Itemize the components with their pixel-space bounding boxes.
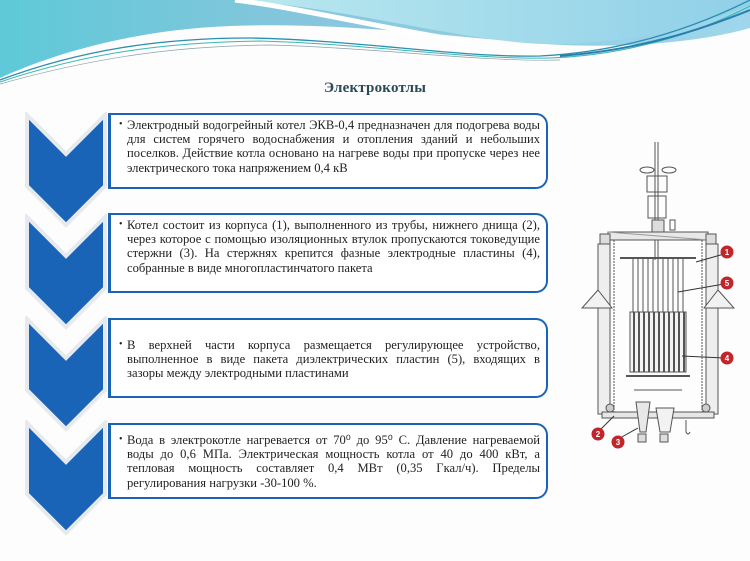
step-text: В верхней части корпуса размещается регулирующее устройство, выполненное в виде пакета диэлектрических пластин (5), входящих в зазоры между электродными пластинами [127, 338, 540, 381]
callout-marker-4 [721, 352, 734, 365]
bullet: • [119, 219, 123, 230]
svg-text:2: 2 [595, 430, 601, 439]
svg-text:4: 4 [724, 354, 730, 363]
svg-text:3: 3 [615, 438, 621, 447]
step-box-1 [108, 113, 548, 189]
bullet: • [119, 119, 123, 130]
svg-text:1: 1 [724, 248, 730, 257]
callout-marker-2 [592, 428, 605, 441]
step-text: Вода в электрокотле нагревается от 70⁰ до 95⁰ С. Давление нагреваемой воды до 0,6 МПа. Электрическая мощность котла от 40 до 400 кВт, а тепловая мощность составляет 0,4 МВт (0,35 Гкал/ч). Пределы регулирования нагрузки -30-100 %. [127, 433, 540, 490]
chevron-down-icon [24, 420, 108, 536]
chevron-down-icon [24, 316, 108, 432]
slide-title: Электрокотлы [323, 80, 427, 96]
chevron-down-icon [24, 112, 108, 228]
header-wave-decoration [0, 0, 750, 90]
callout-marker-1 [721, 246, 734, 259]
step-box-4 [108, 423, 548, 499]
callout-marker-3 [612, 436, 625, 449]
step-box-3 [108, 318, 548, 398]
step-text: Котел состоит из корпуса (1), выполненного из трубы, нижнего днища (2), через которое с помощью изоляционных втулок пропускаются токоведущие стержни (3). На стержнях крепится фазные электродные пластины (4), собранные в виде многопластинчатого пакета [127, 218, 540, 275]
svg-text:5: 5 [724, 279, 730, 288]
bullet: • [119, 339, 123, 350]
callout-marker-5 [721, 277, 734, 290]
bullet: • [119, 434, 123, 445]
boiler-schematic-diagram [578, 140, 738, 450]
step-text: Электродный водогрейный котел ЭКВ-0,4 предназначен для подогрева воды для систем горячего водоснабжения и отопления зданий и небольших поселков. Действие котла основано на нагреве воды при пропуске через нее электрического тока напряжением 0,4 кВ [127, 118, 540, 175]
chevron-down-icon [24, 214, 108, 330]
step-box-2 [108, 213, 548, 293]
